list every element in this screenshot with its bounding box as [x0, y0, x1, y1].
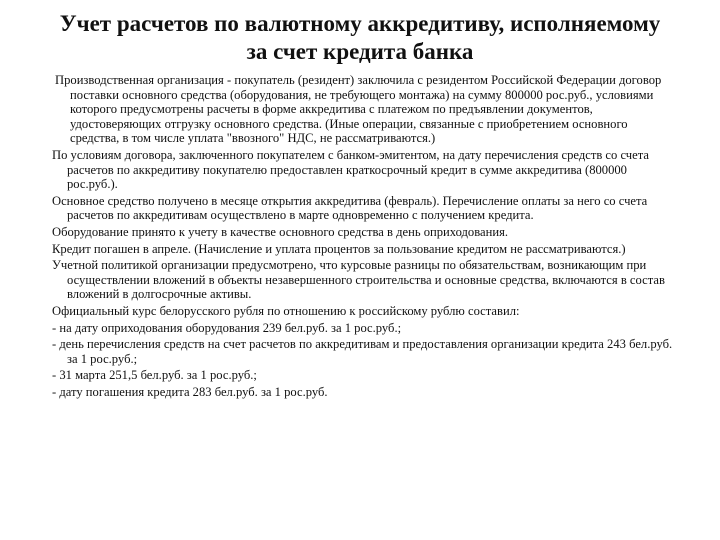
- slide-body: [52, 73, 680, 401]
- slide-title: [30, 10, 690, 66]
- paragraph-credit-repaid: Кредит погашен в апреле. (Начисление и уплата процентов за пользование кредитом не рассматриваются.): [52, 241, 626, 256]
- paragraph-asset-accepted: Оборудование принято к учету в качестве основного средства в день оприходования.: [52, 224, 509, 239]
- list-item-rate-repayment: - дату погашения кредита 283 бел.руб. за 1 рос.руб.: [52, 384, 328, 399]
- paragraph-credit-terms: По условиям договора, заключенного покупателем с банком-эмитентом, на дату перечисления средств со счета расчетов по аккредитиву покупателю предоставлен краткосрочный кредит в сумме аккредитива (800000 рос.руб.).: [52, 147, 649, 192]
- paragraph-asset-received: Основное средство получено в месяце открытия аккредитива (февраль). Перечисление оплаты за него со счета расчетов по аккредитивам осуществлено в марте одновременно с получением кредита.: [52, 193, 648, 223]
- list-item-rate-transfer: - день перечисления средств на счет расчетов по аккредитивам и предоставления организации кредита 243 бел.руб. за 1 рос.руб.;: [52, 337, 673, 366]
- title-line-1: Учет расчетов по валютному аккредитиву, исполняемому: [59, 11, 661, 36]
- list-item-rate-march: - 31 марта 251,5 бел.руб. за 1 рос.руб.;: [52, 368, 257, 383]
- title-line-2: за счет кредита банка: [246, 39, 474, 64]
- paragraph-exchange-rate-intro: Официальный курс белорусского рубля по отношению к российскому рублю составил:: [52, 303, 520, 318]
- paragraph-contract: Производственная организация - покупатель (резидент) заключила с резидентом Российской Федерации договор поставки основного средства (оборудования, не требующего монтажа) на сумму 800000 рос.руб., условиями которого предусмотрены расчеты в форме аккредитива с платежом по предъявлении документов, удостоверяющих отгрузку основного средства. (Иные операции, связанные с приобретением основного средства, в том числе уплата "ввозного" НДС, не рассматриваются.): [55, 73, 662, 146]
- paragraph-accounting-policy: Учетной политикой организации предусмотрено, что курсовые разницы по обязательствам, возникающим при осуществлении вложений в объекты незавершенного строительства и основные средства, включаются в состав вложений в долгосрочные активы.: [52, 258, 665, 302]
- list-item-rate-receipt: - на дату оприходования оборудования 239 бел.руб. за 1 рос.руб.;: [52, 320, 402, 335]
